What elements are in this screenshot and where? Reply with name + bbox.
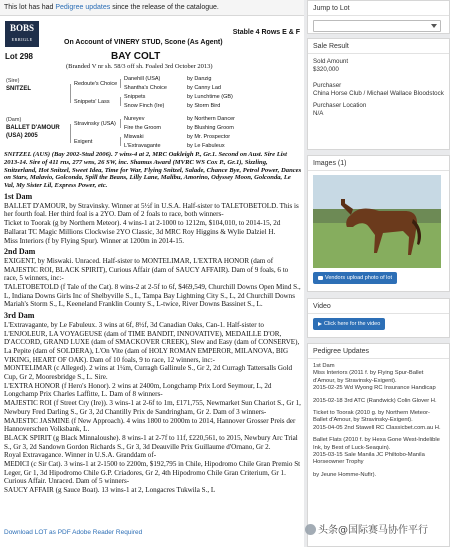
- pedigree-bracket: [120, 119, 121, 128]
- pedigree-g4-4: by Storm Bird: [187, 103, 221, 109]
- pedigree-update-notice: [0, 0, 304, 16]
- pedigree-bracket: [70, 84, 71, 103]
- first-dam-progeny: Miss Interiors (f by Flying Spur). Winner at 1200m in 2014-15.: [4, 236, 185, 245]
- download-pdf-link[interactable]: Download LOT as PDF Adobe Reader Required: [4, 529, 143, 536]
- catalogue-text: [4, 151, 302, 495]
- catalogue-content: [4, 18, 302, 495]
- pedigree-updates-panel: [307, 343, 450, 547]
- lot-sex: BAY COLT: [111, 51, 161, 62]
- pedigree-g4-3: by Lunchtime (GB): [187, 94, 233, 100]
- pedigree-g4-1: by Danzig: [187, 76, 212, 82]
- pedigree-g4-2: by Canny Lad: [187, 85, 221, 91]
- first-dam-heading: 1st Dam: [4, 191, 33, 201]
- images-panel: [307, 155, 450, 292]
- first-dam-text: BALLET D'AMOUR, by Stravinsky. Winner at 5½f in U.S.A. Half-sister to TALETOBETOLD. This is her fourth foal. Her third foal is a 2YO. Dam of 2 foals to race, both winners-: [4, 201, 299, 219]
- third-dam-heading: 3rd Dam: [4, 311, 35, 321]
- third-dam-progeny: L'EXTRA HONOR (f Hero's Honor). 2 wins at 2400m, Longchamp Prix Lord Seymour, L, 2d Longchamp Prix Charles Laffitte, L. Dam of 8 winners-: [4, 381, 272, 399]
- video-panel: [307, 298, 450, 338]
- video-button[interactable]: Click here for the video: [313, 318, 385, 330]
- pedigree-bracket: [120, 79, 121, 88]
- jump-to-lot-panel: [307, 0, 450, 34]
- update-item: Ticket to Toorak (2010 g. by Northern Meteor-Ballet d'Amour, by Stravinsky-Exigent). 2015-04-05 2nd Stawell RC Classicbet.com.au H.: [313, 410, 441, 431]
- second-dam-text: EXIGENT, by Miswaki. Unraced. Half-sister to MONTELIMAR, L'EXTRA HONOR (dam of MAJESTIC ROI, BLACK SPIRIT), Curious Affair (dam of SAUCY AFFAIR). Dam of 9 foals, 6 to race, 5 winners, inc:-: [4, 256, 289, 283]
- jump-to-lot-select[interactable]: [313, 20, 441, 32]
- third-dam-progeny: MAJESTIC ROI (f Street Cry (Ire)). 3 wins-1 at 2-6f to 1m, £171,755, Newmarket Sun Chariot S., Gr 1, Newbury Fred Darling S., Gr 3, 2d Chantilly Prix de Sandringham, Gr 2. Dam of 3 winners-: [4, 399, 301, 416]
- vendor-line: On Account of VINERY STUD, Scone (As Agent): [64, 39, 223, 46]
- pedigree-g3-7: Miswaki: [124, 134, 144, 140]
- second-dam-heading: 2nd Dam: [4, 247, 36, 257]
- purchaser-location-value: N/A: [313, 110, 324, 117]
- third-dam-progeny: MONTELIMAR (c Alleged). 2 wins at 1¼m, Curragh Gallinule S., Gr 2, 2d Curragh Tattersalls Gold Cup, Gr 2, Mooresbridge S., L. Sire.: [4, 364, 293, 382]
- pedigree-g4-8: by Le Fabuleux: [187, 143, 225, 149]
- camera-icon: [318, 276, 323, 280]
- third-dam-progeny: SAUCY AFFAIR (g Sauce Boat). 13 wins-1 at 2, Longacres Tukwila S., L: [4, 486, 216, 495]
- pedigree-g3-3: Snippets: [124, 94, 146, 100]
- sale-logo: BOBS ERRIGLE: [5, 21, 39, 47]
- pedigree-g4-5: by Northern Dancer: [187, 116, 235, 122]
- third-dam-progeny: Curious Affair. Unraced. Dam of 5 winners-: [4, 477, 130, 486]
- pedigree-bracket: [120, 137, 121, 146]
- purchaser-label: Purchaser: [313, 82, 342, 89]
- first-dam-progeny: Ticket to Toorak (g by Northern Meteor). 4 wins-1 at 2-1000 to 1212m, $104,010, to 2014-15, 2d Ballarat TC Magic Millions Clockwise 2YO Classic, 3d MRC Roy Higgins & Wylie Dalziel H.: [4, 219, 281, 236]
- video-title: Video: [308, 299, 449, 314]
- pedigree-g4-6: by Blushing Groom: [187, 125, 234, 131]
- third-dam-progeny: MEDICI (c Sir Cat). 3 wins-1 at 2-1500 to 2200m, $192,795 in Chile, Hipodromo Chile Gran Premio St Leger, Gr 1, 3d Hipodromo Chile G.P. Criadores, Gr 2, 4th Hipodromo Chile Gran Criterium, Gr 1.: [4, 460, 301, 477]
- sold-amount-value: $320,000: [313, 66, 339, 73]
- pedigree-g3-5: Nureyev: [124, 116, 145, 122]
- pedigree-g3-4: Snow Finch (Ire): [124, 103, 165, 109]
- pedigree-g4-7: by Mr. Prospector: [187, 134, 231, 140]
- notice-suffix: since the release of the catalogue.: [112, 4, 219, 11]
- sire-description: SNITZEL (AUS) (Bay 2002-Stud 2006). 7 wins-4 at 2, MRC Oakleigh P., Gr.1. Second on Aust. Sire List 2013-14. Sire of 411 rns, 277 wns, 26 SW, inc. Shamus Award (MVRC WS Cox P., Gr.1), Sizzling, Snitzerland, Hot Snitzel, Sweet Idea, Time for War, Flying Snitzel, Salade, Chance Bye, Petrol Power, Dances on Stars, Malavio, Golconda, Spill the Beans, Lilly Lane, Malibu, Amorino, Odyssey Moon, Golconda, Le Val, My Sister Lil, Express Power, etc.: [4, 151, 302, 190]
- pedigree-g2-1: Redoute's Choice: [74, 81, 118, 87]
- pedigree-g2-2: Snippets' Lass: [74, 99, 110, 105]
- pedigree-sire: (Sire) SNITZEL: [6, 78, 31, 92]
- update-item: by Jeune Homme-Nufir).: [313, 471, 377, 478]
- brand-line: (Branded V nr sh. 58/3 off sh. Foaled 3rd October 2013): [66, 63, 213, 70]
- pedigree-bracket: [70, 124, 71, 143]
- pedigree-g3-1: Danehill (USA): [124, 76, 161, 82]
- pedigree-bracket: [120, 97, 121, 106]
- third-dam-progeny: BLACK SPIRIT (g Black Minnaloushe). 8 wins-1 at 2-7f to 11f, £220,561, to 2015, Newbury Arc Trial S., Gr 3, 2d Sandown Gordon Richards S., Gr 3, 3d Deauville Prix Guillaume d'Ornano, Gr 2.: [4, 433, 298, 451]
- second-dam-progeny: TALETOBETOLD (f Tale of the Cat). 8 wins-2 at 2-5f to 6f, $469,549, Churchill Downs Open Mind S., L, Indiana Downs Girls Inc of Shelbyville S., L, Tampa Bay Lightning City S., L, 2d Churchill Downs Mariah's Storm S., L, Keeneland Franklin County S., L-twice, River Downs Bassinet S., L.: [4, 283, 301, 309]
- catalogue-header: [4, 18, 302, 70]
- pedigree-updates-link[interactable]: Pedigree updates: [55, 4, 111, 11]
- sidebar: [307, 0, 450, 547]
- purchaser-value: China Horse Club / Michael Wallace Bloodstock: [313, 90, 444, 97]
- pedigree-g3-6: Fire the Groom: [124, 125, 161, 131]
- update-item: 2015-02-18 3rd ATC (Randwick) Colin Glover H.: [313, 397, 437, 404]
- pedigree-g2-4: Exigent: [74, 139, 93, 145]
- sale-result-panel: [307, 38, 450, 150]
- pedigree-g3-8: L'Extravagante: [124, 143, 161, 149]
- vendor-photo-button[interactable]: Vendors upload photo of lot: [313, 272, 397, 284]
- play-icon: [318, 322, 322, 326]
- watermark: 头条@国际赛马协作平行: [305, 521, 428, 536]
- watermark-logo-icon: [305, 524, 316, 535]
- jump-to-lot-title: Jump to Lot: [308, 1, 449, 16]
- notice-prefix: This lot has had: [4, 4, 54, 11]
- update-item: 1st Dam Miss Interiors (2011 f. by Flying Spur-Ballet d'Amour, by Stravinsky-Exigent). 2015-02-25 Wd Wyong RC Insurance Handicap: [313, 363, 436, 392]
- purchaser-location-label: Purchaser Location: [313, 102, 367, 109]
- lot-number: Lot 298: [5, 52, 34, 61]
- third-dam-progeny: Royal Extravagance. Winner in U.S.A. Granddam of-: [4, 451, 157, 460]
- pedigree-dam: (Dam) BALLET D'AMOUR (USA) 2005: [6, 117, 60, 139]
- third-dam-progeny: MAJESTIC JASMINE (f New Approach). 4 wins 1800 to 2000m to 2014, Hannover Grosser Preis der Hannoverschen Volksbank, L.: [4, 416, 296, 434]
- update-item: Ballet Flats (2010 f. by Hexa Gone West-Indelible Ink, by Best of Luck-Seaquin). 2015-03-15 Sale Manila JC Philtobo-Manila Horseowner Trophy: [313, 437, 440, 466]
- third-dam-text: L'Extravagante, by Le Fabuleux. 3 wins at 6f, 8½f, 3d Canadian Oaks, Can-1. Half-sister to L'ENJOLEUR, LA VOYAGEUSE (dam of TIME BANDIT, INNOVATIVE), MEDAILLE D'OR, D'ACCORD, GRAND LUXE (dam of SMACKOVER CREEK), Slew and Easy (dam of CONSERVE), La Pepite (dam of SOLDERA), L'On Vite (dam of HOLY ROMAN EMPEROR, MILANOVA, BIG VIKING, HEART OF OAK). Dam of 10 foals, 9 to race, 12 winners, inc:-: [4, 320, 300, 364]
- horse-photo-graphic: [313, 175, 441, 268]
- sale-result-title: Sale Result: [308, 39, 449, 54]
- pedigree-g2-3: Stravinsky (USA): [74, 121, 116, 127]
- pedigree-chart: [4, 75, 302, 151]
- images-title: Images (1): [308, 156, 449, 171]
- stable-location: Stable 4 Rows E & F: [232, 29, 300, 36]
- horse-photo[interactable]: [313, 175, 441, 268]
- sold-amount-label: Sold Amount: [313, 58, 349, 65]
- pedigree-updates-title: Pedigree Updates: [308, 344, 449, 359]
- pedigree-g3-2: Shantha's Choice: [124, 85, 167, 91]
- chevron-down-icon: [431, 24, 437, 28]
